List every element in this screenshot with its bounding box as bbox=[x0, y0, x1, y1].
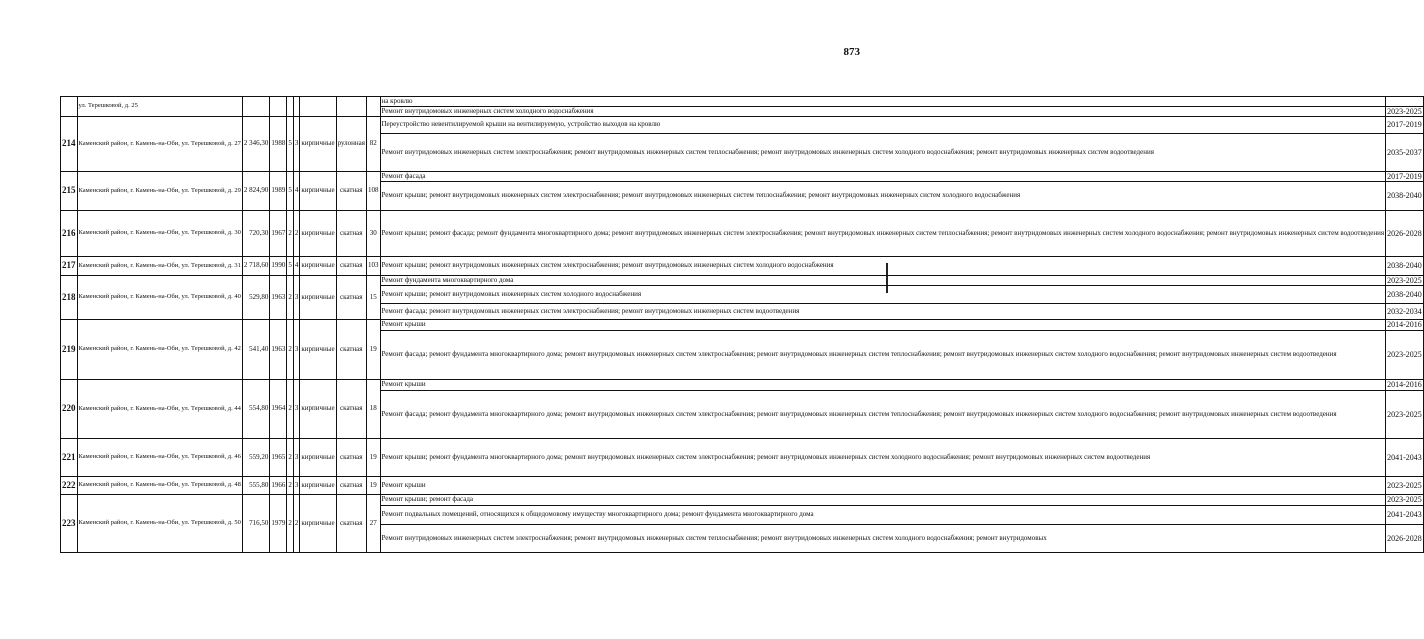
work-period bbox=[1386, 97, 1424, 107]
floors-cell: 2 bbox=[287, 438, 294, 476]
year-cell: 1990 bbox=[270, 256, 287, 275]
walls-cell: кирпичные bbox=[300, 379, 336, 438]
residents-cell: 82 bbox=[367, 116, 381, 171]
year-cell: 1966 bbox=[270, 476, 287, 494]
work-description: Ремонт крыши bbox=[380, 319, 1386, 330]
work-period: 2023-2025 bbox=[1387, 106, 1422, 116]
table-row bbox=[61, 116, 1424, 133]
entrances-cell: 3 bbox=[293, 379, 300, 438]
walls-cell: кирпичные bbox=[300, 476, 336, 494]
work-description: Ремонт крыши bbox=[380, 379, 1386, 390]
area-cell: 554,80 bbox=[242, 379, 270, 438]
work-period: 2041-2043 bbox=[1386, 438, 1424, 476]
area-cell: 2 718,60 bbox=[242, 256, 270, 275]
work-description: Ремонт крыши; ремонт фундамента многоквартирного дома; ремонт внутридомовых инженерных систем электроснабжения; ремонт внутридомовых инженерных систем холодного водоснабжения; ремонт внутридомовых инженерных систем водоотведения bbox=[380, 438, 1386, 476]
row-number: 222 bbox=[61, 476, 78, 494]
walls-cell: кирпичные bbox=[300, 438, 336, 476]
address-cell: Каменский район, г. Камень-на-Оби, ул. Терешковой, д. 31 bbox=[77, 256, 242, 275]
work-period: 2035-2037 bbox=[1386, 133, 1424, 171]
row-number: 223 bbox=[61, 494, 78, 552]
work-description: Ремонт фасада; ремонт фундамента многоквартирного дома; ремонт внутридомовых инженерных систем электроснабжения; ремонт внутридомовых инженерных систем теплоснабжения; ремонт внутридомовых инженерных систем холодного водоснабжения; ремонт внутридомовых инженерных систем водоотведения bbox=[380, 390, 1386, 438]
table-row bbox=[61, 379, 1424, 390]
work-period: 2014-2016 bbox=[1387, 320, 1422, 329]
entrances-cell: 3 bbox=[293, 319, 300, 379]
row-number: 219 bbox=[61, 319, 78, 379]
walls-cell: кирпичные bbox=[300, 494, 336, 552]
work-description: Ремонт крыши bbox=[380, 476, 1386, 494]
work-period: 2038-2040 bbox=[1386, 181, 1424, 210]
residents-cell: 19 bbox=[367, 319, 381, 379]
table-row bbox=[61, 275, 1424, 285]
area-cell: 716,50 bbox=[242, 494, 270, 552]
work-description: Ремонт фасада bbox=[380, 171, 1386, 181]
table-row bbox=[61, 210, 1424, 256]
work-description: Ремонт крыши; ремонт фасада; ремонт фундамента многоквартирного дома; ремонт внутридомовых инженерных систем электроснабжения; ремонт внутридомовых инженерных систем теплоснабжения; ремонт внутридомовых инженерных систем холодного водоснабжения; ремонт внутридомовых инженерных систем водоотведения bbox=[380, 210, 1386, 256]
address-cell: Каменский район, г. Камень-на-Оби, ул. Терешковой, д. 50 bbox=[77, 494, 242, 552]
roof-cell: скатная bbox=[336, 494, 366, 552]
roof-cell: скатная bbox=[336, 210, 366, 256]
address-cell: Каменский район, г. Камень-на-Оби, ул. Терешковой, д. 27 bbox=[77, 116, 242, 171]
residents-cell: 18 bbox=[367, 379, 381, 438]
table-row bbox=[61, 171, 1424, 181]
residents-cell bbox=[367, 97, 381, 117]
walls-cell: кирпичные bbox=[300, 275, 336, 319]
roof-cell: скатная bbox=[336, 256, 366, 275]
roof-cell: скатная bbox=[336, 171, 366, 210]
capital-repair-table bbox=[60, 96, 1424, 553]
area-cell: 2 824,90 bbox=[242, 171, 270, 210]
entrances-cell: 4 bbox=[293, 171, 300, 210]
floors-cell: 2 bbox=[287, 379, 294, 438]
row-number: 218 bbox=[61, 275, 78, 319]
table-row bbox=[61, 476, 1424, 494]
floors-cell: 5 bbox=[287, 171, 294, 210]
walls-cell bbox=[300, 97, 336, 117]
work-description: Ремонт крыши; ремонт внутридомовых инженерных систем электроснабжения; ремонт внутридомовых инженерных систем холодного водоснабжения bbox=[380, 256, 1386, 275]
floors-cell: 5 bbox=[287, 256, 294, 275]
residents-cell: 15 bbox=[367, 275, 381, 319]
roof-cell: скатная bbox=[336, 476, 366, 494]
residents-cell: 19 bbox=[367, 476, 381, 494]
work-period: 2038-2040 bbox=[1386, 285, 1424, 303]
area-cell bbox=[242, 97, 270, 117]
work-period: 2032-2034 bbox=[1386, 303, 1424, 319]
year-cell: 1963 bbox=[270, 275, 287, 319]
area-cell: 529,80 bbox=[242, 275, 270, 319]
address-cell: Каменский район, г. Камень-на-Оби, ул. Терешковой, д. 42 bbox=[77, 319, 242, 379]
work-period: 2023-2025 bbox=[1386, 390, 1424, 438]
work-period: 2026-2028 bbox=[1386, 210, 1424, 256]
work-period: 2023-2025 bbox=[1386, 330, 1424, 379]
roof-cell: скатная bbox=[336, 438, 366, 476]
roof-cell: рулонная bbox=[336, 116, 366, 171]
work-period: 2038-2040 bbox=[1386, 256, 1424, 275]
row-number: 221 bbox=[61, 438, 78, 476]
table-body bbox=[61, 97, 1424, 553]
walls-cell: кирпичные bbox=[300, 256, 336, 275]
work-period: 2017-2019 bbox=[1387, 171, 1422, 181]
walls-cell: кирпичные bbox=[300, 116, 336, 171]
floors-cell: 2 bbox=[287, 476, 294, 494]
table-row bbox=[61, 494, 1424, 505]
year-cell: 1967 bbox=[270, 210, 287, 256]
floors-cell: 2 bbox=[287, 494, 294, 552]
year-cell: 1965 bbox=[270, 438, 287, 476]
walls-cell: кирпичные bbox=[300, 319, 336, 379]
work-description: Ремонт внутридомовых инженерных систем электроснабжения; ремонт внутридомовых инженерных систем теплоснабжения; ремонт внутридомовых инженерных систем холодного водоснабжения; ремонт внутридомовых инженерных систем водоотведения bbox=[380, 133, 1386, 171]
year-cell: 1963 bbox=[270, 319, 287, 379]
year-cell bbox=[270, 97, 287, 117]
address-cell: Каменский район, г. Камень-на-Оби, ул. Терешковой, д. 30 bbox=[77, 210, 242, 256]
entrances-cell: 3 bbox=[293, 438, 300, 476]
work-description: Ремонт внутридомовых инженерных систем электроснабжения; ремонт внутридомовых инженерных систем теплоснабжения; ремонт внутридомовых инженерных систем холодного водоснабжения; ремонт внутридомовых bbox=[380, 524, 1386, 552]
work-period: 2023-2025 bbox=[1386, 476, 1424, 494]
walls-cell: кирпичные bbox=[300, 171, 336, 210]
work-period: 2023-2025 bbox=[1387, 495, 1422, 504]
work-period: 2023-2025 bbox=[1387, 275, 1422, 285]
address-cell: Каменский район, г. Камень-на-Оби, ул. Терешковой, д. 29 bbox=[77, 171, 242, 210]
entrances-cell: 4 bbox=[293, 256, 300, 275]
entrances-cell: 3 bbox=[293, 116, 300, 171]
residents-cell: 108 bbox=[367, 171, 381, 210]
residents-cell: 27 bbox=[367, 494, 381, 552]
table-row bbox=[61, 438, 1424, 476]
roof-cell: скатная bbox=[336, 379, 366, 438]
work-description: Ремонт внутридомовых инженерных систем холодного водоснабжения bbox=[380, 106, 1386, 116]
roof-cell bbox=[336, 97, 366, 117]
floors-cell: 2 bbox=[287, 210, 294, 256]
residents-cell: 19 bbox=[367, 438, 381, 476]
roof-cell: скатная bbox=[336, 275, 366, 319]
year-cell: 1988 bbox=[270, 116, 287, 171]
address-cell: Каменский район, г. Камень-на-Оби, ул. Терешковой, д. 40 bbox=[77, 275, 242, 319]
work-description: Ремонт крыши; ремонт фасада bbox=[380, 494, 1386, 505]
entrances-cell: 3 bbox=[293, 476, 300, 494]
row-number: 215 bbox=[61, 171, 78, 210]
area-cell: 541,40 bbox=[242, 319, 270, 379]
address-cell: Каменский район, г. Камень-на-Оби, ул. Терешковой, д. 48 bbox=[77, 476, 242, 494]
entrances-cell: 2 bbox=[293, 210, 300, 256]
floors-cell: 2 bbox=[287, 319, 294, 379]
row-number: 217 bbox=[61, 256, 78, 275]
work-description: Ремонт крыши; ремонт внутридомовых инженерных систем холодного водоснабжения bbox=[380, 285, 1386, 303]
row-number: 220 bbox=[61, 379, 78, 438]
address-cell: Каменский район, г. Камень-на-Оби, ул. Терешковой, д. 44 bbox=[77, 379, 242, 438]
residents-cell: 103 bbox=[367, 256, 381, 275]
area-cell: 555,80 bbox=[242, 476, 270, 494]
work-description: Ремонт подвальных помещений, относящихся к общедомовому имуществу многоквартирного дома; ремонт фундамента многоквартирного дома bbox=[380, 505, 1386, 524]
year-cell: 1979 bbox=[270, 494, 287, 552]
walls-cell: кирпичные bbox=[300, 210, 336, 256]
year-cell: 1964 bbox=[270, 379, 287, 438]
area-cell: 2 346,30 bbox=[242, 116, 270, 171]
entrances-cell: 2 bbox=[293, 494, 300, 552]
roof-cell: скатная bbox=[336, 319, 366, 379]
row-number bbox=[61, 97, 78, 117]
year-cell: 1989 bbox=[270, 171, 287, 210]
table-row bbox=[61, 256, 1424, 275]
work-description: Ремонт фасада; ремонт внутридомовых инженерных систем электроснабжения; ремонт внутридомовых инженерных систем водоотведения bbox=[380, 303, 1386, 319]
area-cell: 559,20 bbox=[242, 438, 270, 476]
table-row bbox=[61, 97, 1424, 107]
row-number: 216 bbox=[61, 210, 78, 256]
floors-cell: 5 bbox=[287, 116, 294, 171]
work-description: на кровлю bbox=[380, 97, 1386, 107]
work-period: 2041-2043 bbox=[1386, 505, 1424, 524]
address-cell: Каменский район, г. Камень-на-Оби, ул. Терешковой, д. 46 bbox=[77, 438, 242, 476]
residents-cell: 30 bbox=[367, 210, 381, 256]
floors-cell: 2 bbox=[287, 275, 294, 319]
work-description: Ремонт фундамента многоквартирного дома bbox=[380, 275, 1386, 285]
work-description: Ремонт крыши; ремонт внутридомовых инженерных систем электроснабжения; ремонт внутридомовых инженерных систем теплоснабжения; ремонт внутридомовых инженерных систем холодного водоснабжения bbox=[380, 181, 1386, 210]
work-period: 2014-2016 bbox=[1387, 380, 1422, 389]
table-row bbox=[61, 319, 1424, 330]
area-cell: 720,30 bbox=[242, 210, 270, 256]
work-period: 2026-2028 bbox=[1386, 524, 1424, 552]
work-description: Ремонт фасада; ремонт фундамента многоквартирного дома; ремонт внутридомовых инженерных систем электроснабжения; ремонт внутридомовых инженерных систем теплоснабжения; ремонт внутридомовых инженерных систем холодного водоснабжения; ремонт внутридомовых инженерных систем водоотведения bbox=[380, 330, 1386, 379]
page-number: 873 bbox=[843, 46, 860, 58]
entrances-cell: 3 bbox=[293, 275, 300, 319]
work-period: 2017-2019 bbox=[1386, 116, 1424, 133]
row-number: 214 bbox=[61, 116, 78, 171]
work-description: Переустройство невентилируемой крыши на вентилируемую, устройство выходов на кровлю bbox=[380, 116, 1386, 133]
address-cell: ул. Терешковой, д. 25 bbox=[77, 97, 242, 117]
